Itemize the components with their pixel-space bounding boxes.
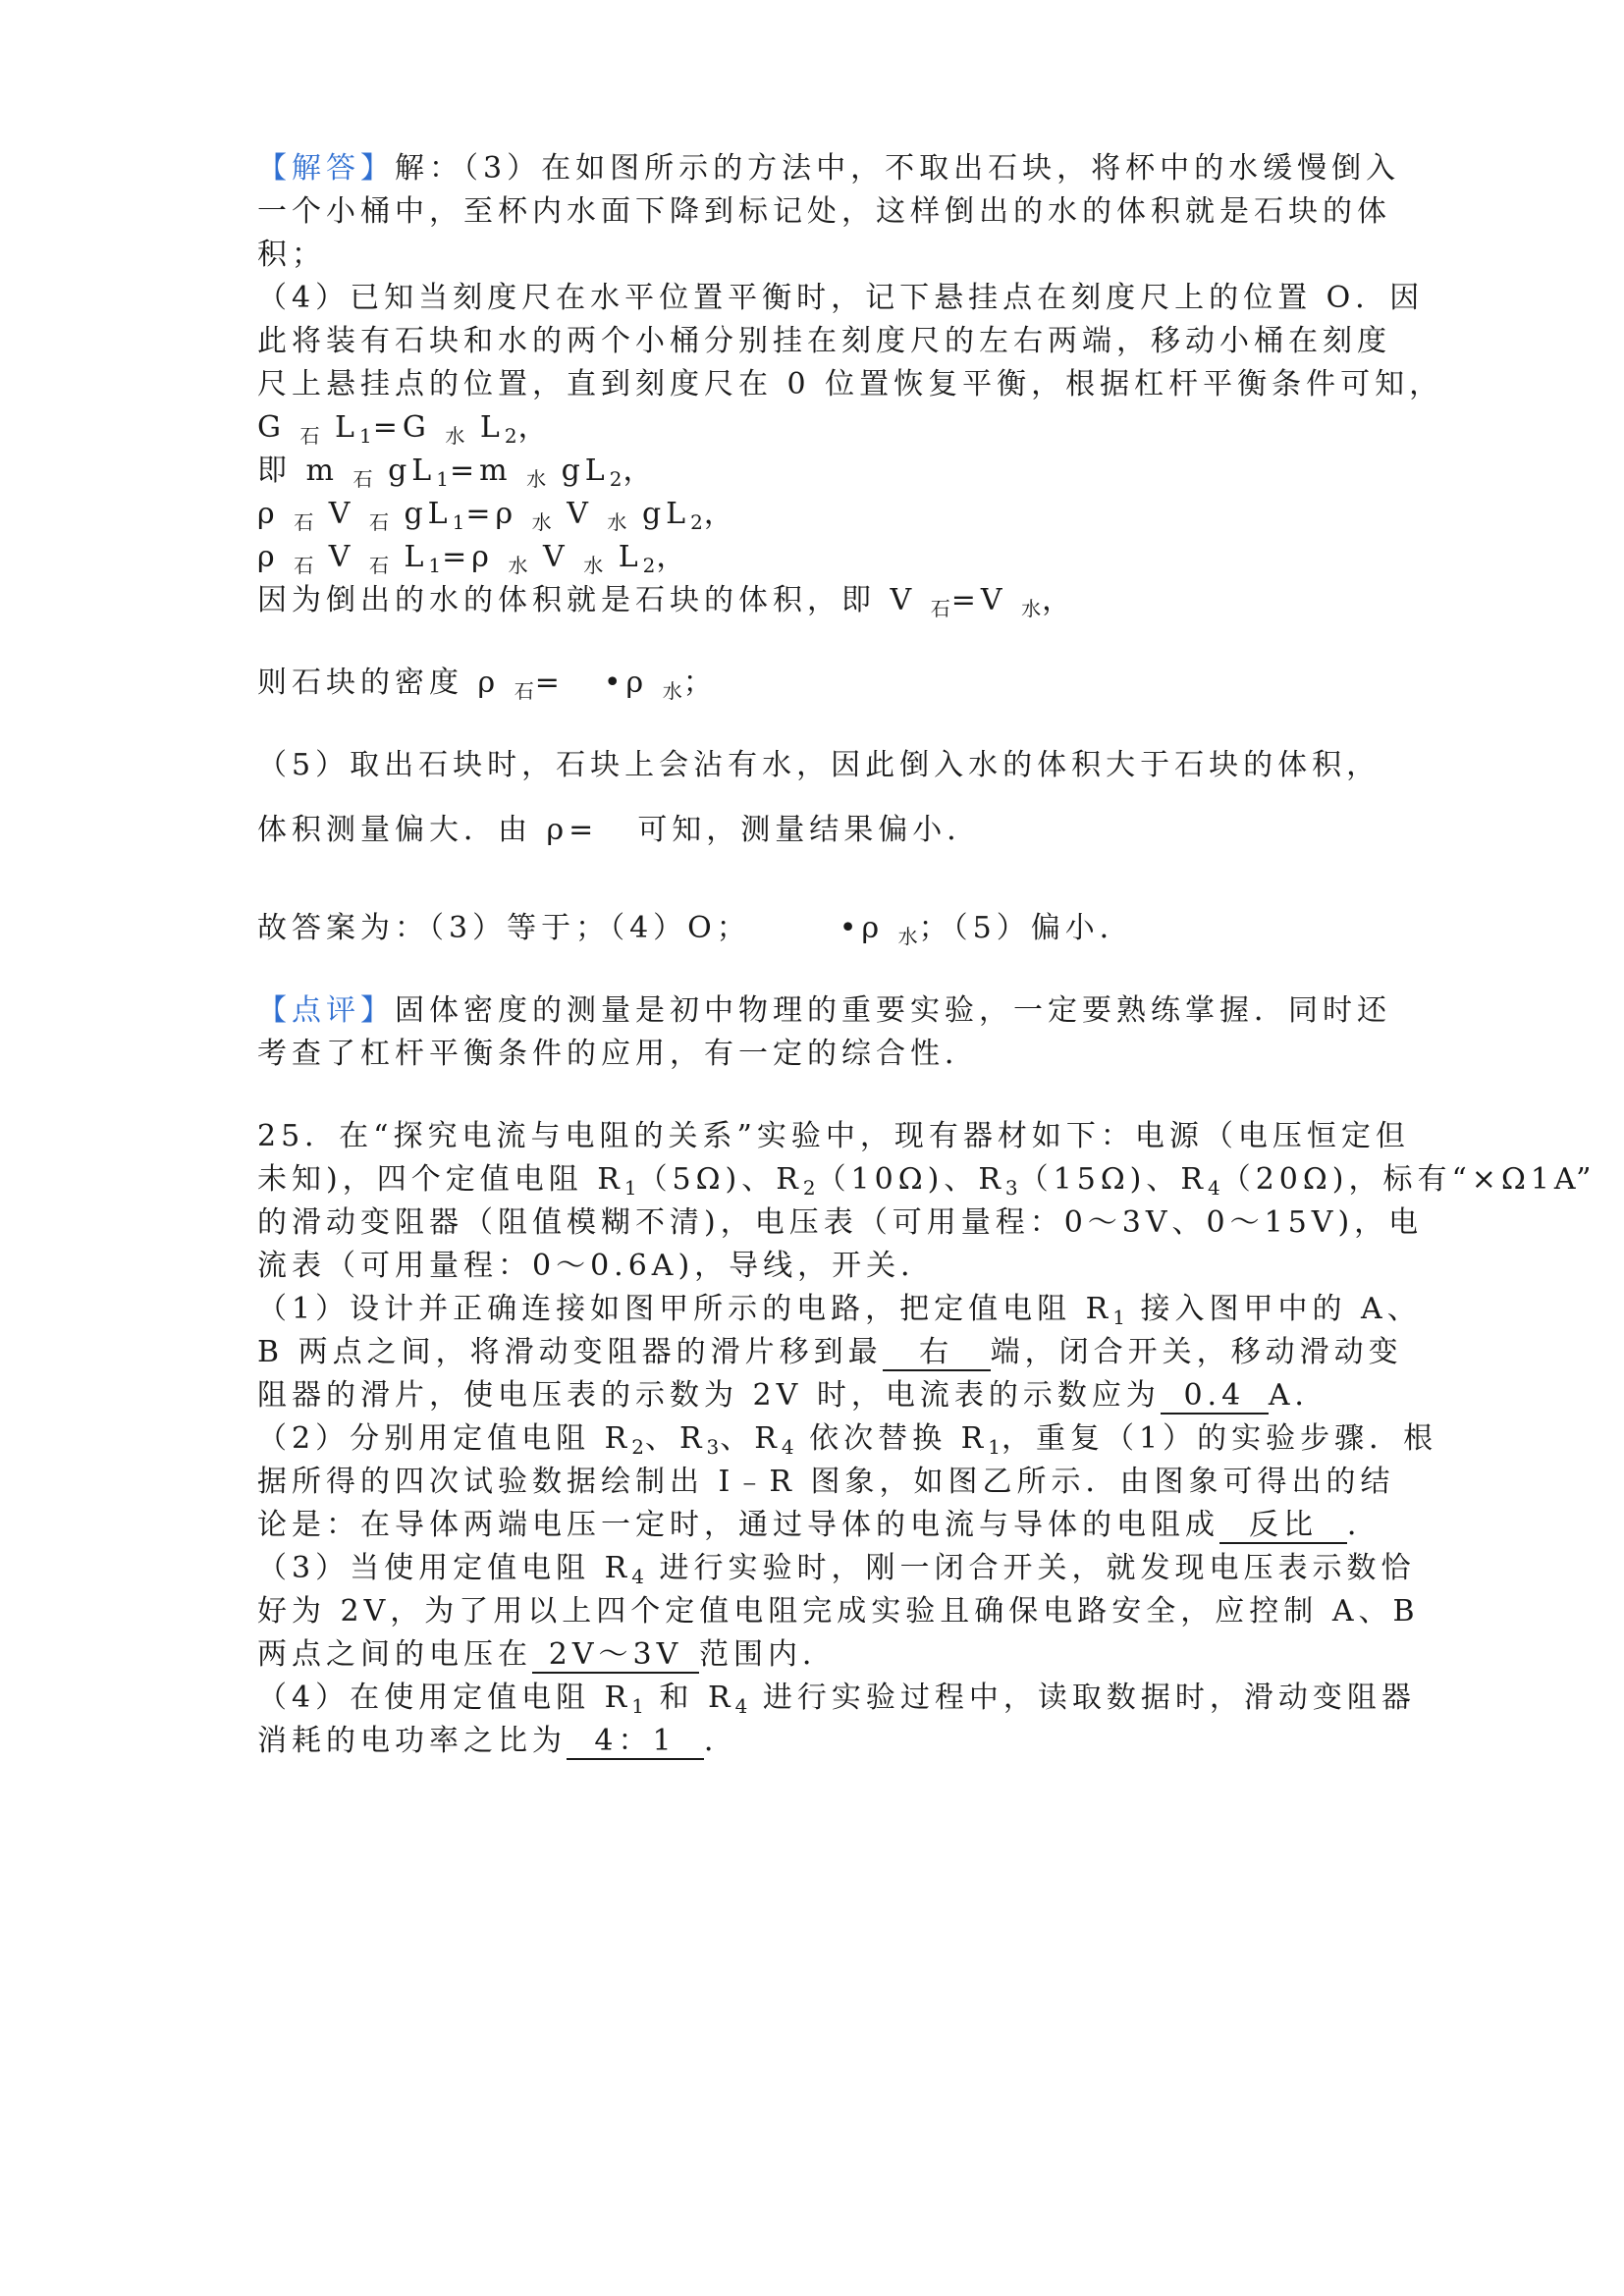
solution-line-1: 【解答】解：（3）在如图所示的方法中，不取出石块，将杯中的水缓慢倒入 — [257, 151, 1401, 186]
q25-line-4: 流表（可用量程：0～0.6A)，导线，开关． — [257, 1249, 936, 1283]
answer-blank-2: 0.4 — [1161, 1379, 1269, 1415]
q25-line-12: 好为 2V，为了用以上四个定值电阻完成实验且确保电路安全，应控制 A、B — [257, 1594, 1420, 1629]
q25-line-1: 25．在“探究电流与电阻的关系”实验中，现有器材如下：电源（电压恒定但 — [257, 1119, 1410, 1153]
document-page — [257, 147, 1597, 1763]
part5-line-2: 体积测量偏大．由 ρ= 可知，测量结果偏小． — [257, 813, 982, 847]
q25-line-3: 的滑动变阻器（阻值模糊不清)，电压表（可用量程：0～3V、0～15V)，电 — [257, 1205, 1424, 1240]
solution-tag: 【解答】 — [257, 151, 395, 186]
comment-line-2: 考查了杠杆平衡条件的应用，有一定的综合性． — [257, 1037, 979, 1071]
answer-blank-3: 反比 — [1219, 1509, 1347, 1544]
equation-1: G $_石$ $L_1=G$ $_水$ $L_2$， — [257, 410, 553, 448]
solution-line-3: 积； — [257, 238, 326, 272]
q25-line-10: 论是：在导体两端电压一定时，通过导体的电流与导体的电阻成 反比 ． — [257, 1508, 1381, 1542]
equation-2: 即 m $_石$ $gL_1=m$ $_水$ $gL_2$， — [257, 454, 658, 491]
comment-tag: 【点评】 — [257, 993, 395, 1028]
q25-line-6: B 两点之间，将滑动变阻器的滑片移到最 右 端，闭合开关，移动滑动变 — [257, 1335, 1403, 1369]
solution-line-2: 一个小桶中，至杯内水面下降到标记处，这样倒出的水的体积就是石块的体 — [257, 194, 1391, 229]
comment-line-1: 【点评】固体密度的测量是初中物理的重要实验，一定要熟练掌握．同时还 — [257, 993, 1391, 1028]
final-answer: 故答案为：（3）等于；（4）O； •ρ $_水$；（5）偏小． — [257, 911, 1134, 948]
equation-5: 因为倒出的水的体积就是石块的体积，即 V $_石$=V $_水$， — [257, 583, 1077, 620]
q25-line-5: （1）设计并正确连接如图甲所示的电路，把定值电阻 $R_1$ 接入图甲中的 A、 — [257, 1292, 1422, 1329]
equation-4: ρ $_石$ V $_石$ $L_1=\rho$ $_水$ V $_水$ $L_2$， — [257, 540, 691, 577]
q25-line-8: （2）分别用定值电阻 $R_2$、$R_3$、$R_4$ 依次替换 $R_1$，重复（1）的实验步骤．根 — [257, 1421, 1438, 1459]
q25-line-13: 两点之间的电压在 2V～3V 范围内． — [257, 1637, 837, 1672]
answer-blank-1: 右 — [883, 1336, 991, 1371]
part5-line-1: （5）取出石块时，石块上会沾有水，因此倒入水的体积大于石块的体积， — [257, 748, 1381, 782]
answer-blank-5: 4：1 — [567, 1725, 704, 1760]
q25-line-11: （3）当使用定值电阻 $R_4$ 进行实验时，刚一闭合开关，就发现电压表示数恰 — [257, 1551, 1416, 1588]
q25-line-7: 阻器的滑片，使电压表的示数为 2V 时，电流表的示数应为 0.4 A． — [257, 1378, 1329, 1413]
answer-blank-4: 2V～3V — [532, 1638, 699, 1674]
q25-line-14: （4）在使用定值电阻 $R_1$ 和 $R_4$ 进行实验过程中，读取数据时，滑动变阻器 — [257, 1681, 1416, 1718]
solution-line-4: （4）已知当刻度尺在水平位置平衡时，记下悬挂点在刻度尺上的位置 O．因 — [257, 281, 1425, 315]
solution-line-5: 此将装有石块和水的两个小桶分别挂在刻度尺的左右两端，移动小桶在刻度 — [257, 324, 1391, 358]
solution-line-6: 尺上悬挂点的位置，直到刻度尺在 0 位置恢复平衡，根据杠杆平衡条件可知， — [257, 367, 1444, 401]
equation-3: ρ $_石$ V $_石$ $gL_1=\rho$ $_水$ V $_水$ $gL_2$， — [257, 497, 738, 534]
q25-line-9: 据所得的四次试验数据绘制出 I﹣R 图象，如图乙所示．由图象可得出的结 — [257, 1465, 1395, 1499]
density-result: 则石块的密度 ρ $_石$= •ρ $_水$； — [257, 666, 718, 703]
q25-line-2: 未知)，四个定值电阻 $R_1(5\Omega)$、$R_2(10\Omega)$、$R_3(15\Omega)$、$R_4(20\Omega)$，标有“×Ω1A” — [257, 1162, 1597, 1200]
q25-line-15: 消耗的电功率之比为 4：1 ． — [257, 1724, 738, 1758]
